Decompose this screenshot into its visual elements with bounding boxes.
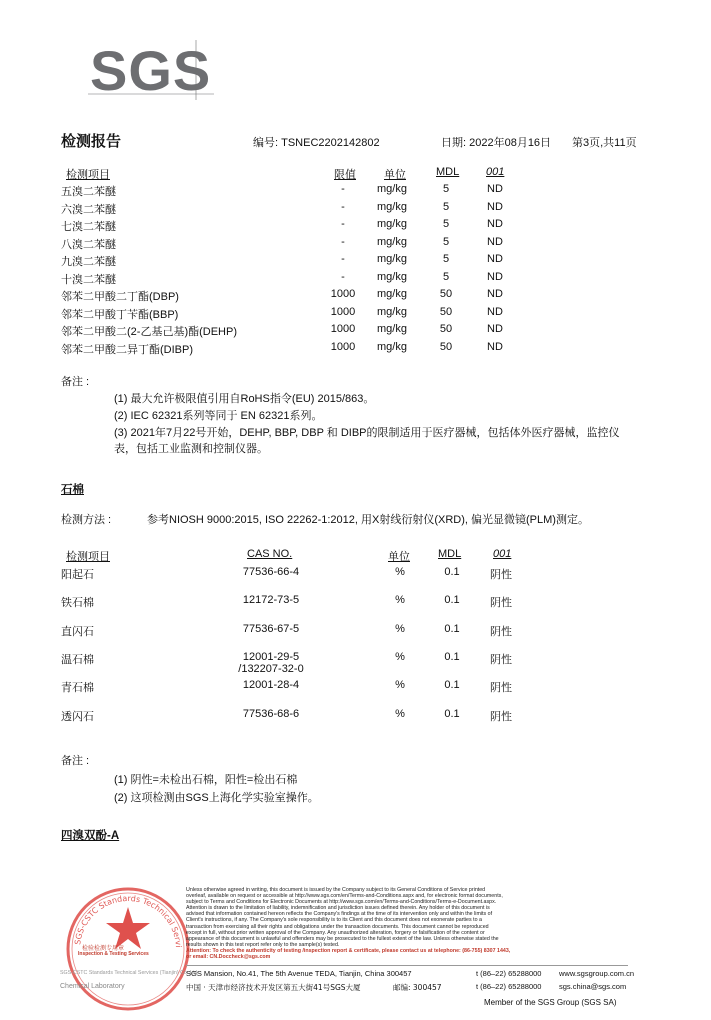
- table2-cell-cas: 12001-29-5: [242, 650, 300, 663]
- footer-phone-cn: t (86–22) 65288000: [476, 982, 542, 991]
- report-number: 编号: TSNEC2202142802: [253, 137, 380, 149]
- notes1-item: (1) 最大允许极限值引用自RoHS指令(EU) 2015/863。: [114, 393, 375, 405]
- footer-attention-email: or email: CN.Doccheck@sgs.com: [186, 954, 271, 961]
- table2-cell-mdl: 0.1: [444, 679, 460, 692]
- table1-header-item: 检测项目: [66, 169, 110, 181]
- lab-label-sub: Chemical Laboratory: [60, 983, 125, 990]
- table2-cell-cas: 77536-68-6: [242, 707, 300, 720]
- footer-email-cn: sgs.china@sgs.com: [559, 982, 627, 991]
- footer-divider: [186, 965, 628, 966]
- report-date: 日期: 2022年08月16日: [441, 137, 552, 149]
- table1-cell-result: ND: [487, 270, 503, 283]
- table1-cell-unit: mg/kg: [377, 270, 407, 283]
- table1-cell-result: ND: [487, 288, 503, 300]
- table2-cell-unit: %: [395, 594, 405, 607]
- table2-cell-item: 透闪石: [61, 710, 94, 723]
- table1-cell-result: ND: [487, 253, 503, 265]
- table1-cell-limit: -: [341, 253, 345, 265]
- notes1-item: (3) 2021年7月22号开始，DEHP, BBP, DBP 和 DIBP的限制适用于医疗器械，包括体外医疗器械，监控仪: [114, 427, 620, 439]
- notes2-label: 备注 :: [61, 755, 90, 767]
- table1-cell-item: 五溴二苯醚: [61, 186, 116, 198]
- table1-cell-result: ND: [487, 200, 503, 213]
- table1-cell-unit: mg/kg: [377, 218, 407, 230]
- table1-header-sample: 001: [486, 166, 505, 178]
- notes1-label: 备注 :: [61, 376, 90, 388]
- table1-cell-mdl: 50: [439, 288, 453, 300]
- asbestos-method: 参考NIOSH 9000:2015, ISO 22262-1:2012, 用X射线衍射仪(XRD), 偏光显微镜(PLM)测定。: [147, 514, 589, 526]
- table1-cell-mdl: 50: [439, 340, 453, 353]
- table1-cell-limit: 1000: [330, 323, 356, 335]
- table1-cell-result: ND: [487, 183, 503, 195]
- table1-cell-unit: mg/kg: [377, 235, 407, 248]
- footer-attention: Attention: To check the authenticity of testing /inspection report & certificate, please contact us at telephone: (86-755) 8307 1443,: [186, 947, 511, 954]
- stamp-inner-en: Inspection & Testing Services: [78, 951, 149, 957]
- table2-cell-cas-continued: /132207-32-0: [238, 662, 304, 675]
- stamp-inner-cn: 检验检测专用章: [82, 945, 125, 952]
- table2-cell-item: 铁石棉: [61, 597, 94, 610]
- table2-cell-unit: %: [395, 566, 405, 578]
- notes2-item: (1) 阴性=未检出石棉，阳性=检出石棉: [114, 774, 298, 786]
- table2-cell-mdl: 0.1: [444, 622, 460, 635]
- table1-header-mdl: MDL: [436, 166, 460, 178]
- table2-cell-mdl: 0.1: [444, 594, 460, 607]
- table2-cell-mdl: 0.1: [444, 650, 460, 663]
- footer-disclaimer: Unless otherwise agreed in writing, this document is issued by the Company subject to its General Conditions of Service printed overleaf, available on request or accessible at http://www.sgs.com/en/Terms-and-Conditions.aspx and, for electronic format documents, subject to Terms and Conditions for Electronic Documents at http://www.sgs.com/en/Terms-and-Conditions/Terms-e-Document.aspx. Attention is drawn to the limitation of liability, indemnification and jurisdiction issues defined therein. Any holder of this document is advised that information contained hereon reflects the Company's findings at the time of its intervention only and within the limits of Client's instructions, if any. The Company's sole responsibility is to its Client and this document does not exonerate parties to a transaction from exercising all their rights and obligations under the transaction documents. This document cannot be reproduced except in full, without prior written approval of the Company. Any unauthorized alteration, forgery or falsification of the content or appearance of this document is unlawful and offenders may be prosecuted to the fullest extent of the law. Unless otherwise stated the results shown in this test report refer only to the sample(s) tested. Attention: To check the authenticity of testing /inspection report & certificate, please contact us at telephone: (86-755) 8307 1443, or email: CN.Doccheck@sgs.com: [186, 887, 628, 960]
- footer-address-cn: 中国 · 天津市经济技术开发区第五大街41号SGS大厦: [186, 983, 361, 992]
- table1-cell-limit: -: [341, 200, 345, 213]
- table1-cell-item: 邻苯二甲酸丁苄酯(BBP): [61, 308, 179, 321]
- table1-cell-limit: -: [341, 183, 345, 195]
- footer-member: Member of the SGS Group (SGS SA): [484, 998, 617, 1007]
- table2-cell-unit: %: [395, 650, 405, 663]
- table1-header-limit: 限值: [334, 169, 356, 181]
- table2-cell-item: 温石棉: [61, 653, 94, 666]
- table2-cell-unit: %: [395, 679, 405, 692]
- table1-cell-limit: 1000: [330, 305, 356, 318]
- table1-cell-mdl: 5: [442, 253, 450, 265]
- table1-cell-item: 邻苯二甲酸二丁酯(DBP): [61, 291, 179, 303]
- table2-cell-result: 阴性: [490, 653, 512, 666]
- table1-cell-mdl: 5: [442, 235, 450, 248]
- table2-cell-item: 阳起石: [61, 569, 94, 581]
- table2-cell-result: 阴性: [490, 597, 512, 610]
- table1-cell-item: 邻苯二甲酸二异丁酯(DIBP): [61, 343, 193, 356]
- table1-cell-mdl: 5: [442, 270, 450, 283]
- notes1-item: (2) IEC 62321系列等同于 EN 62321系列。: [114, 410, 323, 422]
- table1-header-unit: 单位: [384, 169, 406, 181]
- table2-header-mdl: MDL: [438, 548, 462, 560]
- table1-cell-result: ND: [487, 323, 503, 335]
- table1-cell-limit: -: [341, 235, 345, 248]
- table2-cell-result: 阴性: [490, 682, 512, 695]
- lab-label-en: SGS-CSTC Standards Technical Services (Tianjin) Co.,Ltd.: [60, 970, 199, 976]
- section-tbbpa-title: 四溴双酚-A: [61, 830, 120, 842]
- table1-cell-result: ND: [487, 218, 503, 230]
- table2-header-sample: 001: [493, 548, 512, 560]
- page-indicator: 第3页,共11页: [572, 137, 637, 149]
- table1-cell-item: 八溴二苯醚: [61, 238, 116, 251]
- table2-cell-item: 直闪石: [61, 625, 94, 638]
- table1-cell-unit: mg/kg: [377, 183, 407, 195]
- notes2-item: (2) 这项检测由SGS上海化学实验室操作。: [114, 792, 319, 804]
- table1-cell-item: 九溴二苯醚: [61, 256, 116, 268]
- table1-cell-mdl: 5: [442, 218, 450, 230]
- sgs-logo: [88, 40, 214, 100]
- table2-header-cas: CAS NO.: [247, 548, 293, 560]
- table2-cell-mdl: 0.1: [444, 566, 460, 578]
- asbestos-method-label: 检测方法 :: [61, 514, 112, 526]
- table2-cell-cas: 77536-67-5: [242, 622, 300, 635]
- table2-cell-item: 青石棉: [61, 682, 94, 695]
- stamp-arc-text: SGS-CSTC Standards Technical Servi: [73, 893, 183, 948]
- footer-web-en: www.sgsgroup.com.cn: [559, 969, 635, 978]
- notes1-item: 表，包括工业监测和控制仪器。: [114, 443, 268, 455]
- table1-cell-result: ND: [487, 235, 503, 248]
- table1-cell-limit: -: [341, 218, 345, 230]
- table2-cell-result: 阴性: [490, 625, 512, 638]
- table1-cell-limit: -: [341, 270, 345, 283]
- table1-cell-item: 邻苯二甲酸二(2-乙基己基)酯(DEHP): [61, 326, 237, 338]
- report-title: 检测报告: [61, 132, 122, 150]
- table2-cell-cas: 77536-66-4: [242, 566, 300, 578]
- table1-cell-unit: mg/kg: [377, 340, 407, 353]
- logo-text: SGS: [90, 40, 212, 100]
- table1-cell-unit: mg/kg: [377, 288, 407, 300]
- table1-cell-item: 六溴二苯醚: [61, 203, 116, 216]
- table1-cell-unit: mg/kg: [377, 305, 407, 318]
- table1-cell-mdl: 5: [442, 183, 450, 195]
- table1-cell-unit: mg/kg: [377, 253, 407, 265]
- table1-cell-mdl: 50: [439, 305, 453, 318]
- table2-cell-cas: 12172-73-5: [242, 594, 300, 607]
- table1-cell-item: 十溴二苯醚: [61, 273, 116, 286]
- table2-cell-unit: %: [395, 622, 405, 635]
- footer-address-en: SGS Mansion, No.41, The 5th Avenue TEDA, Tianjin, China 300457: [186, 969, 412, 978]
- table2-cell-mdl: 0.1: [444, 707, 460, 720]
- table1-cell-limit: 1000: [330, 288, 356, 300]
- table2-cell-cas: 12001-28-4: [242, 679, 300, 692]
- table2-cell-result: 阴性: [490, 569, 512, 581]
- table1-cell-unit: mg/kg: [377, 200, 407, 213]
- table1-cell-result: ND: [487, 340, 503, 353]
- table2-header-unit: 单位: [388, 551, 410, 563]
- table1-cell-item: 七溴二苯醚: [61, 221, 116, 233]
- table1-cell-mdl: 50: [439, 323, 453, 335]
- table1-cell-limit: 1000: [330, 340, 356, 353]
- table1-cell-result: ND: [487, 305, 503, 318]
- table2-header-item: 检测项目: [66, 551, 110, 563]
- section-asbestos-title: 石棉: [61, 484, 84, 496]
- table2-cell-result: 阴性: [490, 710, 512, 723]
- footer-phone-en: t (86–22) 65288000: [476, 969, 542, 978]
- table1-cell-mdl: 5: [442, 200, 450, 213]
- table2-cell-unit: %: [395, 707, 405, 720]
- table1-cell-unit: mg/kg: [377, 323, 407, 335]
- footer-postcode-cn: 邮编: 300457: [393, 983, 442, 992]
